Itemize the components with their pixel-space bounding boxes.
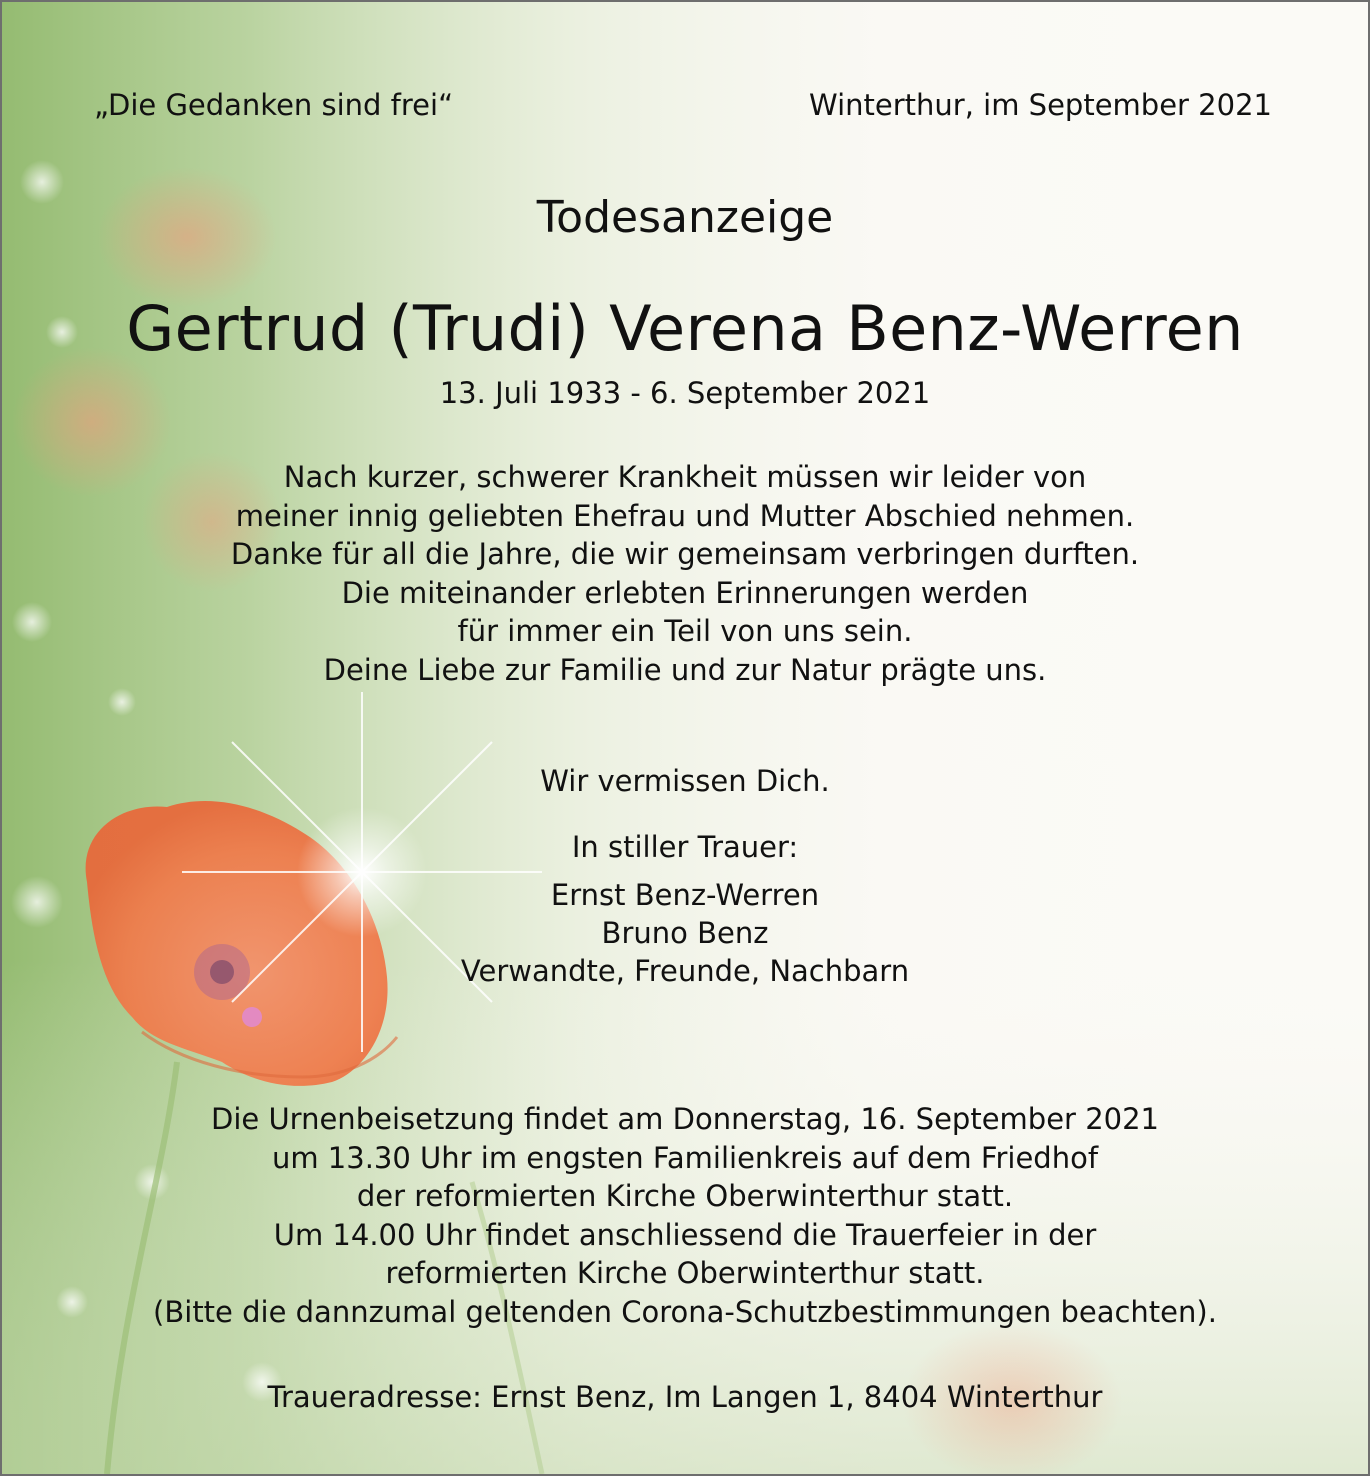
life-dates: 13. Juli 1933 - 6. September 2021 — [439, 376, 931, 410]
we-miss-you-text: Wir vermissen Dich. — [540, 764, 830, 798]
ceremony-line: reformierten Kirche Oberwinterthur statt. — [385, 1256, 985, 1290]
motto-text: „Die Gedanken sind frei“ — [94, 88, 454, 122]
ceremony-line: Die Urnenbeisetzung findet am Donnerstag, 16. September 2021 — [211, 1102, 1159, 1136]
place-date-text: Winterthur, im September 2021 — [809, 88, 1272, 122]
message-line: Danke für all die Jahre, die wir gemeinsam verbringen durften. — [230, 537, 1140, 571]
mourner-name: Bruno Benz — [601, 916, 769, 950]
farewell-message — [2, 458, 1368, 689]
ceremony-line: Um 14.00 Uhr findet anschliessend die Trauerfeier in der — [273, 1217, 1097, 1252]
ceremony-line: der reformierten Kirche Oberwinterthur statt. — [356, 1179, 1014, 1213]
ceremony-line: (Bitte die dannzumal geltenden Corona-Schutzbestimmungen beachten). — [153, 1294, 1217, 1329]
ceremony-line: um 13.30 Uhr im engsten Familienkreis auf dem Friedhof — [271, 1140, 1099, 1175]
ceremony-details — [2, 1100, 1368, 1331]
message-line: meiner innig geliebten Ehefrau und Mutter Abschied nehmen. — [235, 498, 1135, 533]
mourning-address: Traueradresse: Ernst Benz, Im Langen 1, 8404 Winterthur — [267, 1380, 1103, 1414]
mourners-list — [2, 876, 1368, 990]
mourner-name: Ernst Benz-Werren — [550, 878, 820, 912]
message-line: Deine Liebe zur Familie und zur Natur prägte uns. — [323, 652, 1047, 687]
deceased-name: Gertrud (Trudi) Verena Benz-Werren — [126, 292, 1244, 365]
message-line: für immer ein Teil von uns sein. — [457, 614, 913, 648]
obituary-heading: Todesanzeige — [536, 192, 834, 243]
message-line: Nach kurzer, schwerer Krankheit müssen wir leider von — [283, 460, 1087, 494]
message-line: Die miteinander erlebten Erinnerungen werden — [341, 575, 1029, 610]
mourner-name: Verwandte, Freunde, Nachbarn — [460, 954, 910, 988]
mourning-label: In stiller Trauer: — [571, 830, 799, 864]
